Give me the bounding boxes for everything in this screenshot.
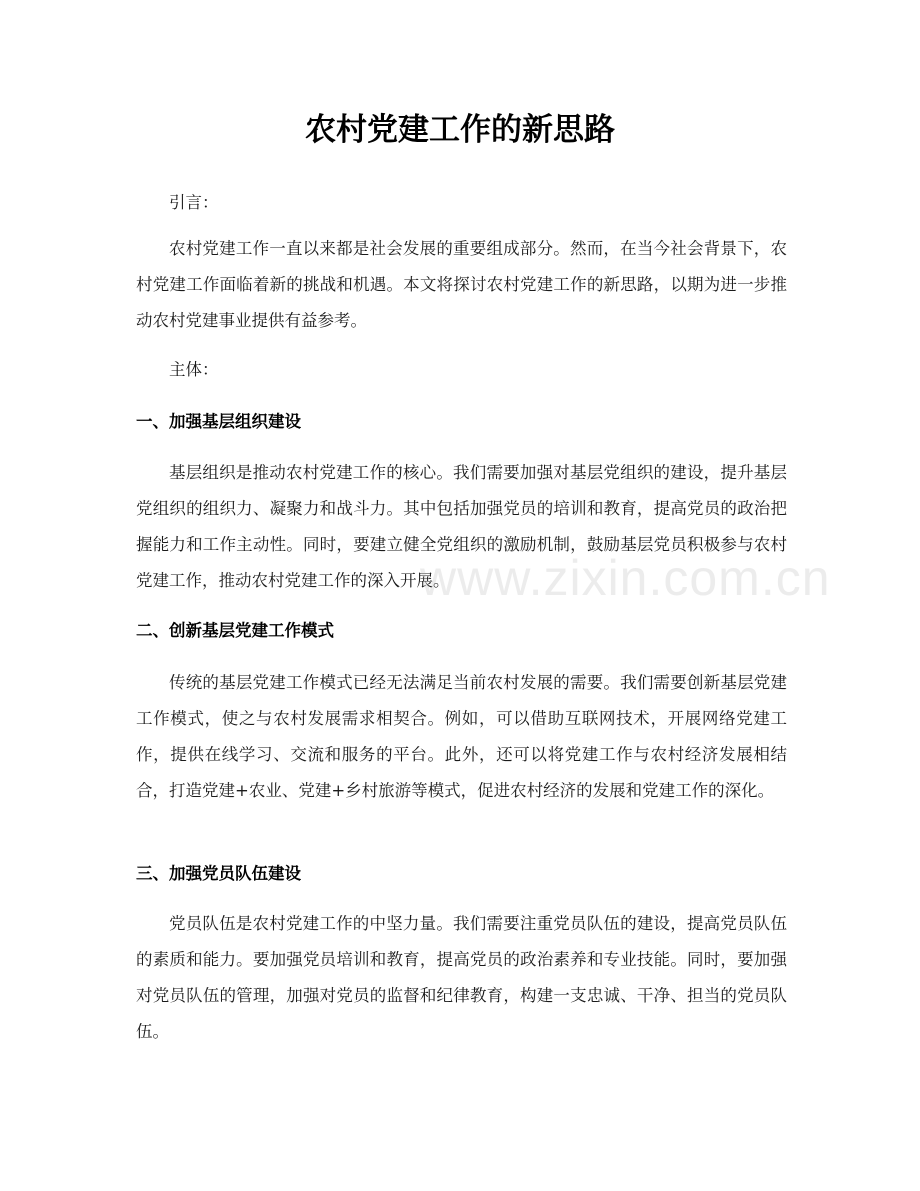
- section-heading-2: 二、创新基层党建工作模式: [136, 621, 334, 640]
- section-paragraph-3: 党员队伍是农村党建工作的中坚力量。我们需要注重党员队伍的建设，提高党员队伍的素质和能力。要加强党员培训和教育，提高党员的政治素养和专业技能。同时，要加强对党员队伍的管理，加强对党员的监督和纪律教育，构建一支忠诚、干净、担当的党员队伍。: [136, 914, 787, 1041]
- body-label: 主体：: [169, 360, 219, 379]
- section-paragraph-2: 传统的基层党建工作模式已经无法满足当前农村发展的需要。我们需要创新基层党建工作模式，使之与农村发展需求相契合。例如，可以借助互联网技术，开展网络党建工作，提供在线学习、交流和服务的平台。此外，还可以将党建工作与农村经济发展相结合，打造党建+农业、党建+乡村旅游等模式，促进农村经济的发展和党建工作的深化。: [136, 673, 787, 800]
- section-heading-3: 三、加强党员队伍建设: [136, 864, 301, 883]
- intro-paragraph: 农村党建工作一直以来都是社会发展的重要组成部分。然而，在当今社会背景下，农村党建工作面临着新的挑战和机遇。本文将探讨农村党建工作的新思路，以期为进一步推动农村党建事业提供有益参考。: [136, 239, 787, 330]
- watermark: www.zixin.com.cn: [420, 550, 831, 606]
- intro-label: 引言：: [169, 193, 219, 212]
- section-heading-1: 一、加强基层组织建设: [136, 412, 301, 431]
- section-paragraph-1: 基层组织是推动农村党建工作的核心。我们需要加强对基层党组织的建设，提升基层党组织的组织力、凝聚力和战斗力。其中包括加强党员的培训和教育，提高党员的政治把握能力和工作主动性。同时，要建立健全党组织的激励机制，鼓励基层党员积极参与农村党建工作，推动农村党建工作的深入开展。: [136, 463, 787, 590]
- document-title: 农村党建工作的新思路: [305, 112, 615, 148]
